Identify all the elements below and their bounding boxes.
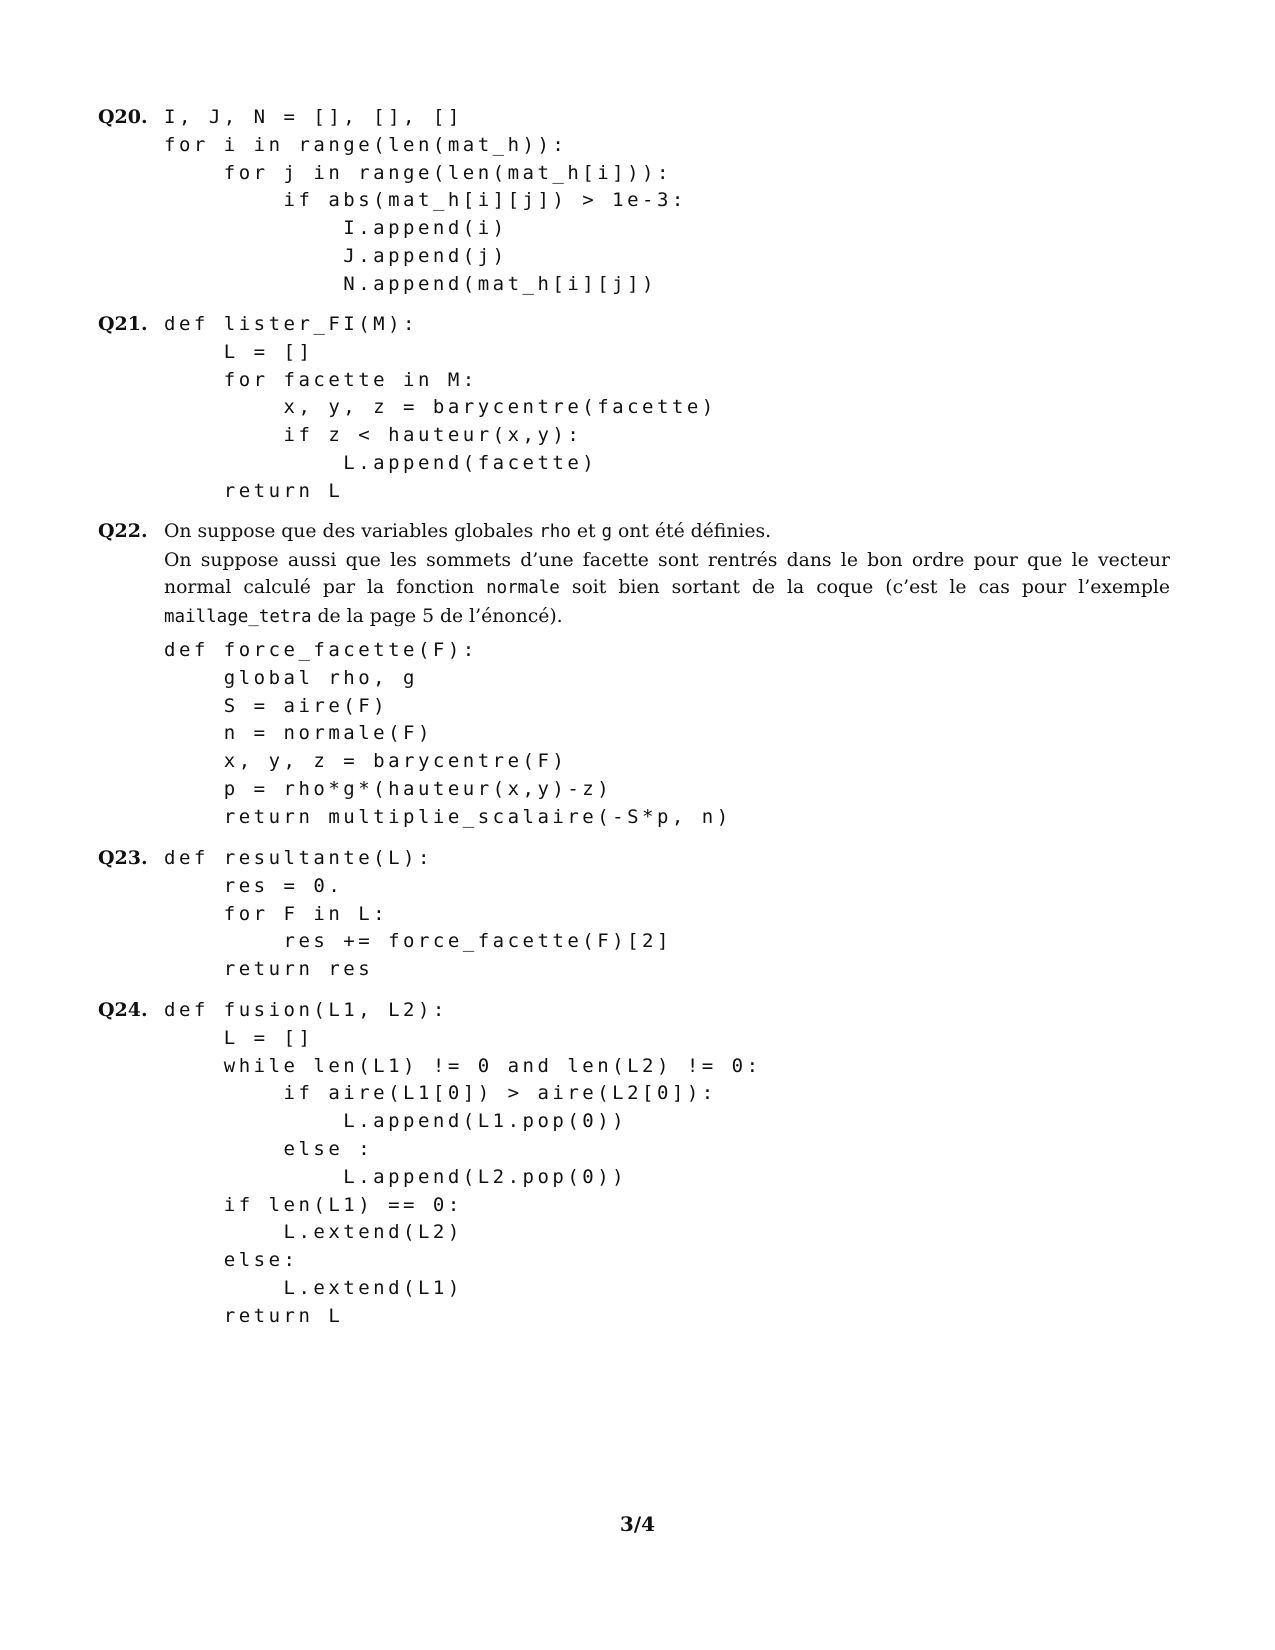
paragraph <box>164 518 1170 547</box>
inline-code: g <box>601 522 613 542</box>
question-label: Q22. <box>98 520 148 542</box>
text-run: On suppose que des variables globales <box>164 521 540 542</box>
text-run: ont été définies. <box>612 521 772 542</box>
inline-code: normale <box>486 578 560 598</box>
inline-code: rho <box>539 522 571 542</box>
code-block: I, J, N = [], [], [] for i in range(len(mat_h)): for j in range(len(mat_h[i])): if abs(mat_h[i][j]) > 1e-3: I.append(i) J.append(j) N.append(mat_h[i][j]) <box>164 106 687 295</box>
paragraph <box>164 547 1170 632</box>
question-label: Q23. <box>98 847 148 869</box>
code-block: def lister_FI(M): L = [] for facette in M: x, y, z = barycentre(facette) if z < hauteur(x,y): L.append(facette) return L <box>164 313 717 502</box>
page-number: 3/4 <box>619 1512 656 1536</box>
text-run: On suppose aussi que les sommets d’une facette sont rentrés dans le bon ordre pour que le vecteur normal calculé par la fonction <box>164 549 1170 598</box>
question-label: Q21. <box>98 313 148 335</box>
question-text <box>164 518 1170 631</box>
inline-code: maillage_tetra <box>164 606 312 627</box>
text-run: de la page 5 de l’énoncé). <box>311 605 563 627</box>
text-run: et <box>570 521 602 542</box>
code-block: def fusion(L1, L2): L = [] while len(L1) != 0 and len(L2) != 0: if aire(L1[0]) > aire(L2[0]): L.append(L1.pop(0)) else : L.append(L2.pop(0)) if len(L1) == 0: L.extend(L2) else: L.extend(L1) return L <box>164 999 762 1327</box>
question-label: Q20. <box>98 106 148 128</box>
text-run: soit bien sortant de la coque (c’est le cas pour l’exemple <box>559 577 1171 598</box>
code-block: def force_facette(F): global rho, g S = aire(F) n = normale(F) x, y, z = barycentre(F) p = rho*g*(hauteur(x,y)-z) return multiplie_scalaire(-S*p, n) <box>164 639 732 828</box>
question-label: Q24. <box>98 999 148 1021</box>
code-block: def resultante(L): res = 0. for F in L: res += force_facette(F)[2] return res <box>164 847 672 981</box>
